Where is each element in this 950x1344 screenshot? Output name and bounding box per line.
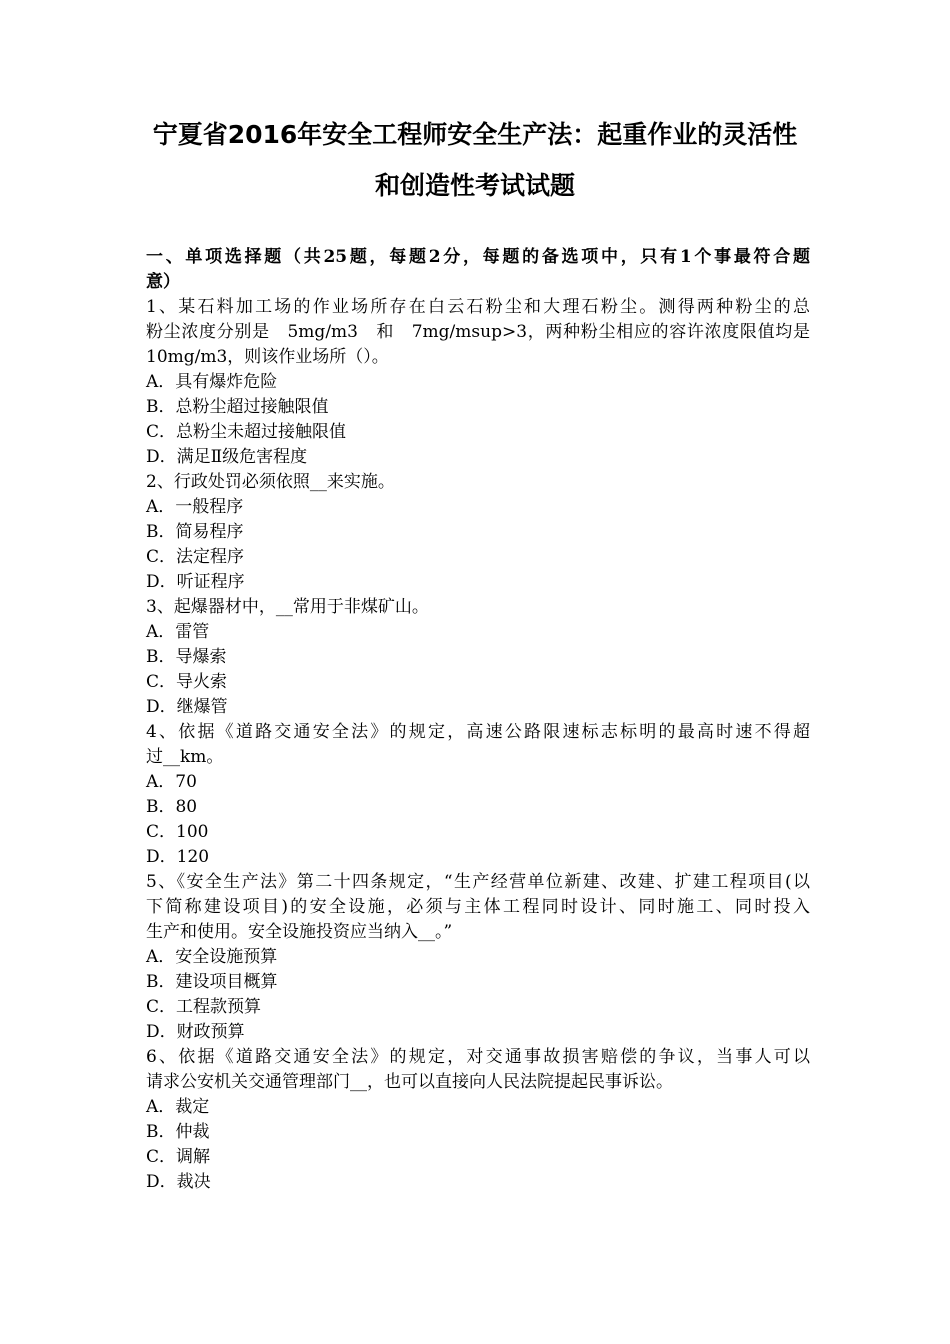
question-1 [146,295,810,470]
question-3 [146,595,810,720]
option-d: D．裁决 [146,1172,211,1192]
section-heading: 一、单项选择题（共25题，每题2分，每题的备选项中，只有1个事最符合题 [146,247,810,267]
option-b: B．导爆索 [146,647,227,667]
question-2 [146,470,810,595]
option-c: C．法定程序 [146,547,245,567]
question-stem: 5、《安全生产法》第二十四条规定，“生产经营单位新建、改建、扩建工程项目(以 [146,872,810,892]
option-d: D．听证程序 [146,572,245,592]
option-a: A．雷管 [146,622,210,642]
option-d: D．满足Ⅱ级危害程度 [146,447,308,467]
option-c: C．100 [146,822,209,842]
option-c: C．导火索 [146,672,228,692]
option-b: B．80 [146,797,198,817]
option-a: A．70 [146,772,197,792]
document-title-line-1: 宁夏省2016年安全工程师安全生产法：起重作业的灵活性 [152,120,798,149]
question-stem: 3、起爆器材中，__常用于非煤矿山。 [146,597,429,617]
question-5 [146,870,810,1045]
document-body [146,245,810,1195]
option-a: A．安全设施预算 [146,947,278,967]
question-stem: 10mg/m3，则该作业场所（）。 [146,347,389,367]
question-stem: 过__km。 [146,747,224,767]
question-stem: 4、依据《道路交通安全法》的规定，高速公路限速标志标明的最高时速不得超 [146,722,810,742]
option-c: C．总粉尘未超过接触限值 [146,422,347,442]
question-stem: 6、依据《道路交通安全法》的规定，对交通事故损害赔偿的争议，当事人可以 [146,1047,810,1067]
section-heading-continued: 意） [146,272,180,292]
option-b: B．仲裁 [146,1122,210,1142]
option-d: D．财政预算 [146,1022,245,1042]
question-stem: 生产和使用。安全设施投资应当纳入__。” [146,922,453,942]
option-b: B．简易程序 [146,522,244,542]
document-title-line-2: 和创造性考试试题 [374,171,575,200]
option-d: D．继爆管 [146,697,228,717]
option-b: B．建设项目概算 [146,972,278,992]
option-a: A．具有爆炸危险 [146,372,278,392]
option-a: A．裁定 [146,1097,210,1117]
option-c: C．调解 [146,1147,211,1167]
option-d: D．120 [146,847,210,867]
option-b: B．总粉尘超过接触限值 [146,397,329,417]
question-stem: 粉尘浓度分别是 5mg/m3 和 7mg/msup>3，两种粉尘相应的容许浓度限值均是 [146,322,810,342]
question-stem: 请求公安机关交通管理部门__，也可以直接向人民法院提起民事诉讼。 [146,1072,673,1092]
option-c: C．工程款预算 [146,997,262,1017]
question-stem: 2、行政处罚必须依照__来实施。 [146,472,395,492]
option-a: A．一般程序 [146,497,244,517]
question-stem: 下简称建设项目)的安全设施，必须与主体工程同时设计、同时施工、同时投入 [146,897,810,917]
question-4 [146,720,810,870]
question-6 [146,1045,810,1195]
question-stem: 1、某石料加工场的作业场所存在白云石粉尘和大理石粉尘。测得两种粉尘的总 [146,297,810,317]
